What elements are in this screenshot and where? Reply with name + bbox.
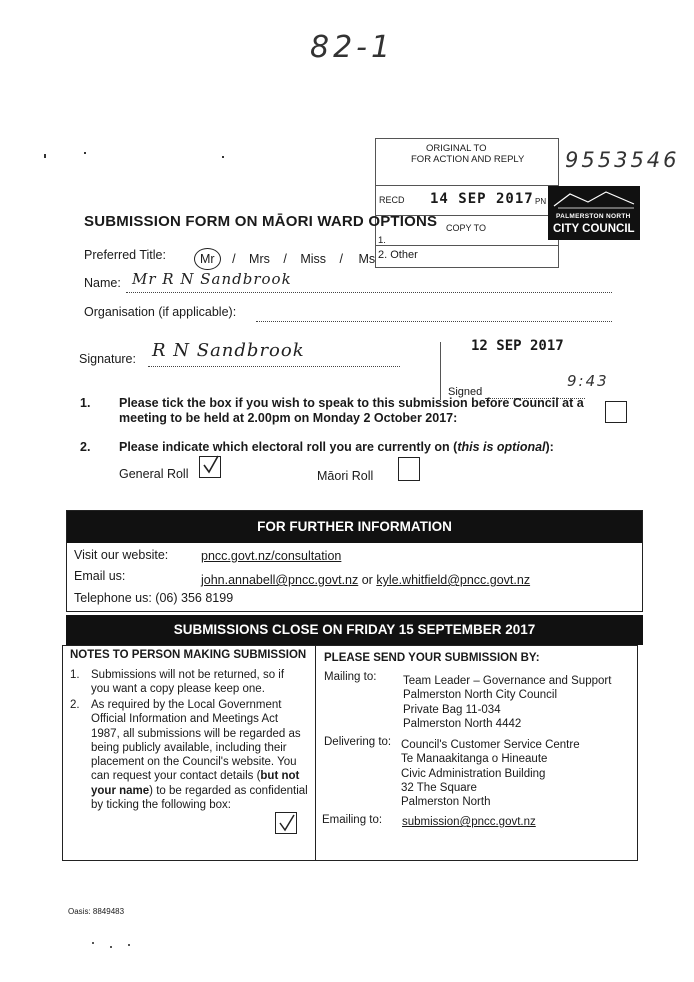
speak-checkbox[interactable] [605,401,627,423]
email-label: Email us: [74,569,126,583]
question-1-text: Please tick the box if you wish to speak to this submission before Council at a meeting to be held at 2.00pm on Monday 2 October 2017: [119,396,584,425]
handwritten-header: 82-1 [310,30,395,65]
oasis-reference: Oasis: 8849483 [68,907,125,916]
notes-item-2-number: 2. [70,699,80,711]
delivering-line: Civic Administration Building [401,767,546,780]
title-option-mrs[interactable]: Mrs [249,252,270,266]
signature-label: Signature: [79,352,136,366]
organisation-label: Organisation (if applicable): [84,305,237,319]
name-label: Name: [84,276,121,290]
logo-top-text: PALMERSTON NORTH [556,213,631,220]
general-roll-label: General Roll [119,467,189,481]
title-option-mr[interactable]: Mr [194,248,221,270]
mailing-line: Team Leader – Governance and Support [403,675,612,687]
email-link-2[interactable]: kyle.whitfield@pncc.govt.nz [376,573,531,587]
website-link[interactable]: pncc.govt.nz/consultation [201,549,342,563]
mailing-address [403,674,611,731]
stamp-line-2: FOR ACTION AND REPLY [411,154,525,165]
title-option-miss[interactable]: Miss [300,252,327,266]
notes-item-1: Submissions will not be returned, so if you want a copy please keep one. [91,669,285,696]
maori-roll-label: Māori Roll [317,469,374,483]
preferred-title-options [194,248,375,270]
preferred-title-label: Preferred Title: [84,248,166,262]
title-option-ms[interactable]: Ms [358,252,376,266]
email-link-1[interactable]: john.annabell@pncc.govt.nz [201,573,359,587]
mailing-line: Palmerston North City Council [403,689,558,702]
received-date: 12 SEP 2017 [471,338,564,354]
title-separator: / [232,252,236,266]
logo-mountain-icon [548,188,640,210]
delivering-label: Delivering to: [324,736,392,748]
stamp-pn: PN [535,197,547,206]
stamp-copy-2: 2. Other [378,249,418,261]
notes-item-2: As required by the Local Government Official Information and Meetings Act 1987, all submissions will be regarded as being publicly available, including their placement on the Council's website. You can request your contact details (but not your name) to be regarded as confidential by ticking the following box: [91,699,308,812]
original-to-stamp [375,138,559,268]
stamp-line-1: ORIGINAL TO [426,143,487,154]
general-roll-checkbox[interactable] [199,456,221,478]
delivering-line: Te Manaakitanga o Hineaute [401,753,548,766]
delivering-line: Palmerston North [401,796,491,809]
website-label: Visit our website: [74,548,169,562]
confidential-checkbox[interactable] [275,812,297,834]
question-2-number: 2. [80,440,91,454]
form-title: SUBMISSION FORM ON MĀORI WARD OPTIONS [84,213,438,230]
stamp-copy-1: 1. [378,235,386,246]
stamp-copy-to: COPY TO [446,223,487,233]
further-info-box [66,510,643,612]
send-heading: PLEASE SEND YOUR SUBMISSION BY: [324,652,540,664]
received-time: 9:43 [567,372,609,390]
handwritten-reference: 9553546 [565,148,680,172]
notes-heading: NOTES TO PERSON MAKING SUBMISSION [70,649,307,661]
stamp-recd: RECD [379,195,405,205]
delivering-line: 32 The Square [401,781,477,794]
emailing-label: Emailing to: [322,814,383,826]
delivering-address [401,738,580,809]
stamp-date: 14 SEP 2017 [430,191,534,207]
council-logo [548,186,640,240]
scan-speck [92,942,94,944]
title-separator: / [283,252,287,266]
scan-speck [222,156,224,158]
signature-field[interactable]: R N Sandbrook [152,340,305,361]
tick-icon [200,454,222,476]
question-1-number: 1. [80,396,91,410]
delivering-line: Council's Customer Service Centre [401,739,580,751]
scan-speck [110,946,112,948]
mailing-line: Private Bag 11-034 [403,703,501,716]
further-info-heading: FOR FURTHER INFORMATION [67,511,642,543]
question-2-text: Please indicate which electoral roll you are currently on (this is optional): [119,440,554,454]
received-stamp [440,338,631,400]
emailing-link[interactable]: submission@pncc.govt.nz [402,816,536,828]
scan-speck [84,152,86,154]
maori-roll-checkbox[interactable] [398,457,420,481]
email-links [201,573,530,587]
scan-speck [44,154,46,158]
notes-item-1-number: 1. [70,669,80,681]
closing-banner: SUBMISSIONS CLOSE ON FRIDAY 15 SEPTEMBER 2017 [66,615,643,645]
submission-details-box [62,645,638,861]
scan-speck [128,944,130,946]
mailing-label: Mailing to: [324,671,377,683]
title-separator: / [339,252,343,266]
telephone: Telephone us: (06) 356 8199 [74,591,234,605]
organisation-field[interactable] [256,321,612,322]
name-field[interactable]: Mr R N Sandbrook [132,270,292,288]
email-or: or [361,573,373,587]
tick-icon [276,812,298,834]
mailing-line: Palmerston North 4442 [403,717,522,730]
logo-bottom-text: CITY COUNCIL [553,223,635,235]
signed-label: Signed [448,386,483,398]
